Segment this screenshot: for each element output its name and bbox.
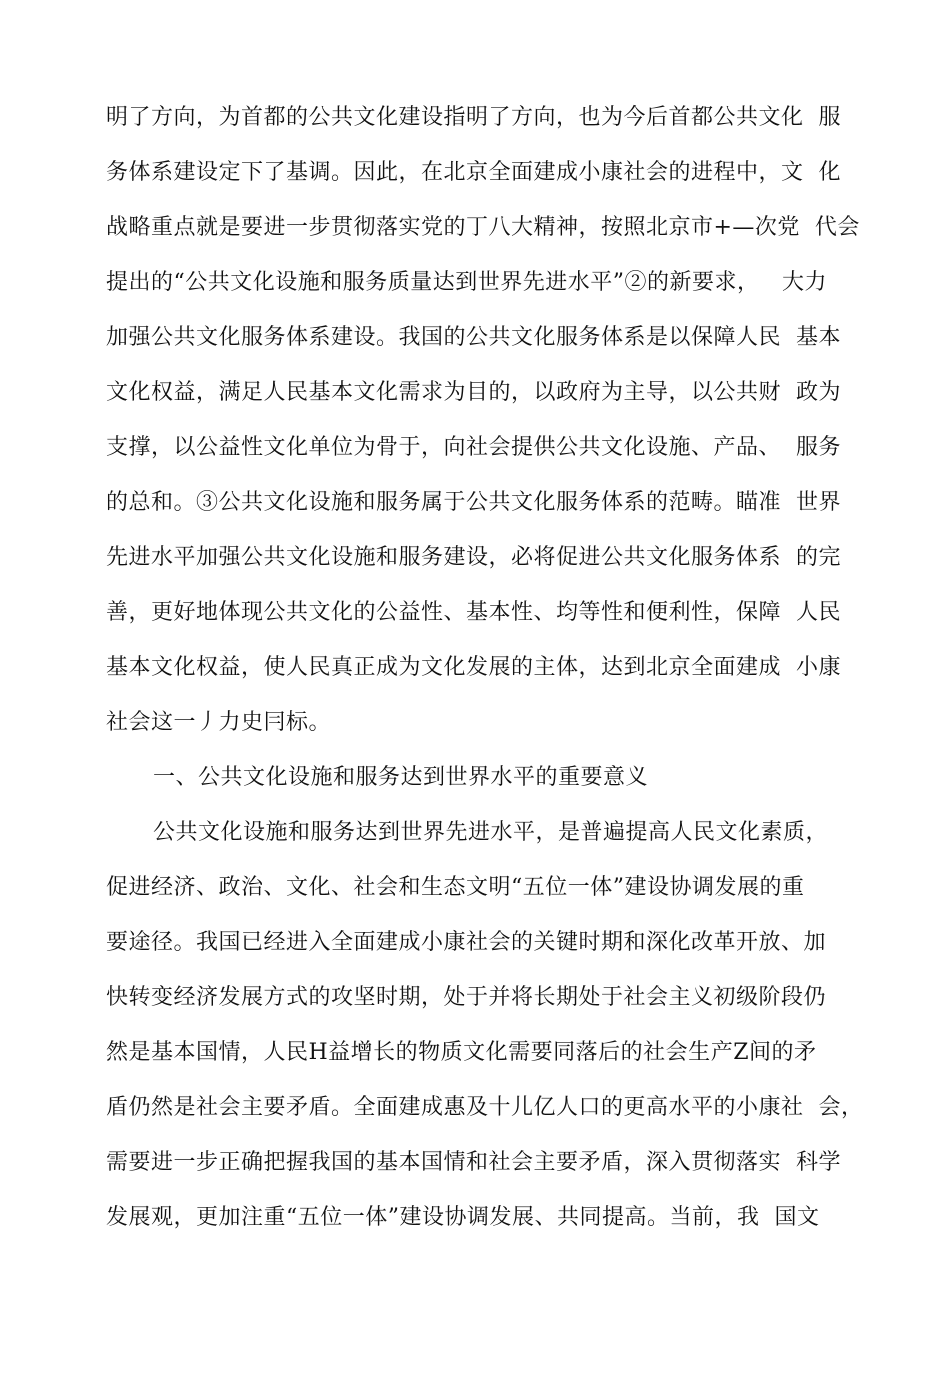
text-line: 促进经济、政治、文化、社会和生态文明“五位一体”建设协调发展的重 xyxy=(106,875,805,900)
section-heading: 一、公共文化设施和服务达到世界水平的重要意义 xyxy=(153,765,649,790)
paragraph-first-line: 公共文化设施和服务达到世界先进水平，是普遍提高人民文化素质， xyxy=(153,820,829,845)
text-line: 先进水平加强公共文化设施和服务建设，必将促进公共文化服务体系 的完 xyxy=(106,545,841,570)
document-body xyxy=(106,98,864,1253)
text-line: 发展观，更加注重“五位一体”建设协调发展、共同提高。当前，我 国文 xyxy=(106,1205,820,1230)
text-line: 需要进一步正确把握我国的基本国情和社会主要矛盾，深入贯彻落实 科学 xyxy=(106,1150,841,1175)
text-line: 务体系建设定下了基调。因此，在北京全面建成小康社会的进程中，文 化 xyxy=(106,160,841,185)
text-line: 提出的“公共文化设施和服务质量达到世界先进水平”②的新要求， 大力 xyxy=(106,270,827,295)
text-line: 快转变经济发展方式的攻坚时期，处于并将长期处于社会主义初级阶段仍 xyxy=(106,985,827,1010)
text-line: 的总和。③公共文化设施和服务属于公共文化服务体系的范畴。瞄准 世界 xyxy=(106,490,841,515)
text-line: 战略重点就是要进一步贯彻落实党的丁八大精神，按照北京市+—次党 代会 xyxy=(106,215,860,240)
text-line: 基本文化权益，使人民真正成为文化发展的主体，达到北京全面建成 小康 xyxy=(106,655,841,680)
text-line: 要途径。我国已经进入全面建成小康社会的关键时期和深化改革开放、加 xyxy=(106,930,827,955)
text-line: 加强公共文化服务体系建设。我国的公共文化服务体系是以保障人民 基本 xyxy=(106,325,841,350)
text-line: 盾仍然是社会主要矛盾。全面建成惠及十儿亿人口的更高水平的小康社 会， xyxy=(106,1095,864,1120)
text-line: 然是基本国情，人民H益增长的物质文化需要同落后的社会生产Z间的矛 xyxy=(106,1040,817,1065)
text-line: 明了方向，为首都的公共文化建设指明了方向，也为今后首都公共文化 服 xyxy=(106,105,841,130)
text-line: 善，更好地体现公共文化的公益性、基本性、均等性和便利性，保障 人民 xyxy=(106,600,841,625)
text-line: 社会这一丿力史冃标。 xyxy=(106,710,332,735)
text-line: 文化权益，满足人民基本文化需求为目的，以政府为主导，以公共财 政为 xyxy=(106,380,841,405)
text-line: 支撑，以公益性文化单位为骨于，向社会提供公共文化设施、产品、 服务 xyxy=(106,435,841,460)
